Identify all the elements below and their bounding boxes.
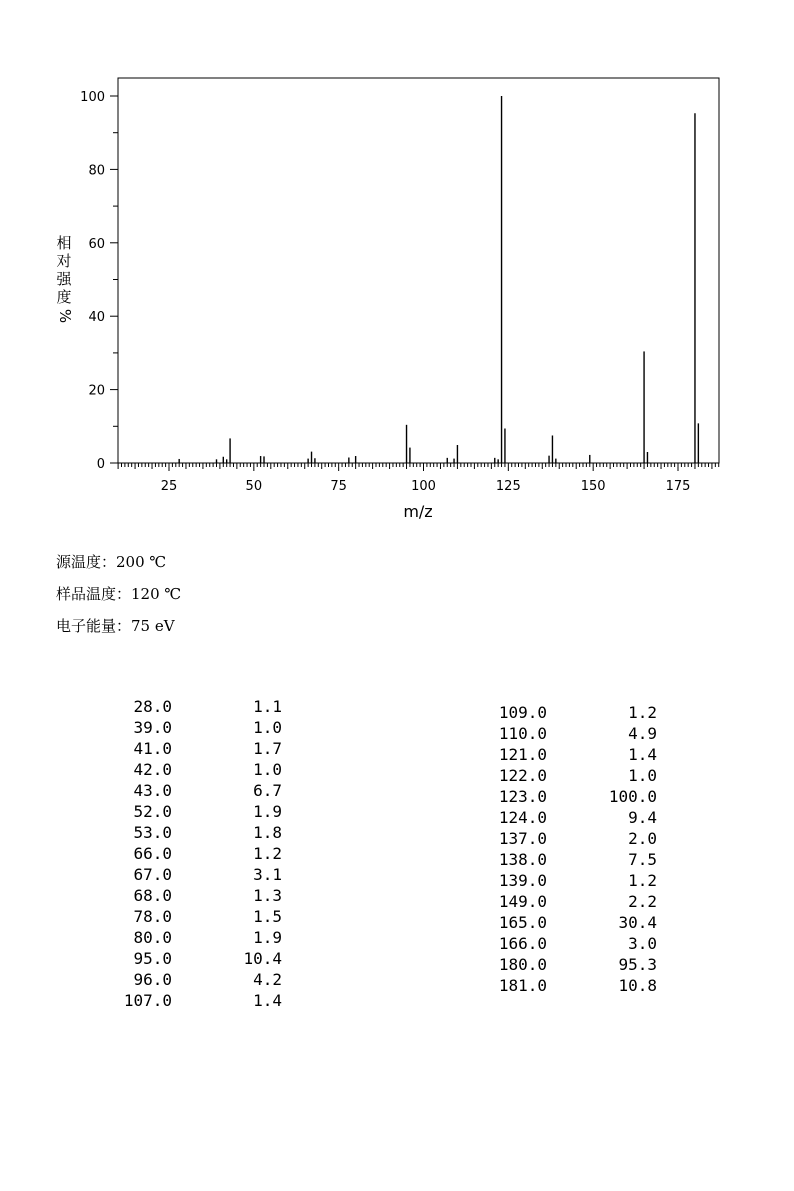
mz-value: 68.0 [133, 886, 172, 905]
y-axis-label-char: 相 [56, 234, 72, 252]
table-row [487, 954, 657, 975]
y-axis-label-char: % [56, 308, 74, 324]
mz-value: 66.0 [133, 844, 172, 863]
mz-value: 43.0 [133, 781, 172, 800]
table-row [487, 723, 657, 744]
mz-value: 109.0 [498, 703, 547, 722]
axis-tick-labels [80, 90, 690, 494]
intensity-value: 2.0 [628, 829, 657, 848]
table-row [112, 990, 282, 1011]
x-tick-label: 50 [245, 479, 263, 494]
x-tick-label: 25 [160, 479, 178, 494]
source-temperature: 源温度：200 ℃ [56, 553, 167, 571]
mz-value: 124.0 [498, 808, 547, 827]
intensity-value: 1.0 [253, 760, 282, 779]
mz-value: 52.0 [133, 802, 172, 821]
mz-value: 110.0 [498, 724, 547, 743]
table-row [487, 744, 657, 765]
y-tick-label: 80 [88, 163, 105, 179]
x-tick-label: 150 [580, 479, 606, 494]
mz-value: 123.0 [498, 787, 547, 806]
electron-energy: 电子能量：75 eV [56, 617, 175, 635]
intensity-value: 1.4 [253, 991, 282, 1010]
x-tick-label: 75 [330, 479, 347, 494]
plot-frame [118, 78, 719, 463]
intensity-value: 6.7 [253, 781, 282, 800]
intensity-value: 30.4 [618, 913, 657, 932]
mz-value: 67.0 [133, 865, 172, 884]
table-row [112, 801, 282, 822]
table-row [112, 822, 282, 843]
axis-ticks [110, 96, 719, 471]
y-tick-label: 100 [80, 90, 105, 105]
table-row [112, 927, 282, 948]
y-axis-label-char: 度 [56, 288, 72, 306]
table-row [487, 828, 657, 849]
mz-value: 96.0 [133, 970, 172, 989]
intensity-value: 1.3 [253, 886, 282, 905]
mz-value: 78.0 [133, 907, 172, 926]
mz-value: 166.0 [498, 934, 547, 953]
peak-table-left [112, 696, 282, 1011]
intensity-value: 1.1 [253, 697, 282, 716]
mz-value: 80.0 [133, 928, 172, 947]
mz-value: 41.0 [133, 739, 172, 758]
x-axis-label: m/z [403, 502, 433, 521]
intensity-value: 1.2 [628, 703, 657, 722]
peak-table-right [487, 702, 657, 996]
table-row [487, 807, 657, 828]
table-row [112, 759, 282, 780]
mz-value: 181.0 [498, 976, 547, 995]
mass-spectrum-chart [0, 0, 794, 540]
intensity-value: 95.3 [618, 955, 657, 974]
table-row [487, 975, 657, 996]
y-axis-label-char: 对 [56, 252, 72, 270]
table-row [112, 969, 282, 990]
spectrum-peaks [179, 96, 698, 463]
table-row [487, 786, 657, 807]
table-row [487, 933, 657, 954]
y-axis-label [56, 234, 74, 323]
intensity-value: 2.2 [628, 892, 657, 911]
intensity-value: 9.4 [628, 808, 657, 827]
intensity-value: 3.1 [253, 865, 282, 884]
y-tick-label: 0 [96, 457, 105, 472]
intensity-value: 1.7 [253, 739, 282, 758]
table-row [487, 912, 657, 933]
table-row [112, 696, 282, 717]
intensity-value: 1.9 [253, 802, 282, 821]
intensity-value: 1.0 [253, 718, 282, 737]
table-row [112, 738, 282, 759]
intensity-value: 10.8 [618, 976, 657, 995]
x-tick-label: 100 [411, 479, 436, 494]
table-row [487, 870, 657, 891]
y-tick-label: 20 [88, 383, 105, 399]
intensity-value: 100.0 [608, 787, 657, 806]
table-row [112, 906, 282, 927]
intensity-value: 4.9 [628, 724, 657, 743]
mz-value: 122.0 [498, 766, 547, 785]
table-row [112, 717, 282, 738]
mz-value: 121.0 [498, 745, 547, 764]
table-row [112, 885, 282, 906]
x-tick-label: 125 [495, 479, 521, 494]
mz-value: 165.0 [498, 913, 547, 932]
mz-value: 180.0 [498, 955, 547, 974]
intensity-value: 1.2 [628, 871, 657, 890]
intensity-value: 1.2 [253, 844, 282, 863]
mz-value: 149.0 [498, 892, 547, 911]
intensity-value: 3.0 [628, 934, 657, 953]
mz-value: 138.0 [498, 850, 547, 869]
intensity-value: 1.9 [253, 928, 282, 947]
sample-temperature: 样品温度：120 ℃ [56, 585, 182, 603]
mz-value: 107.0 [123, 991, 172, 1010]
mz-value: 53.0 [133, 823, 172, 842]
intensity-value: 1.0 [628, 766, 657, 785]
intensity-value: 1.5 [253, 907, 282, 926]
y-tick-label: 40 [88, 310, 105, 326]
table-row [112, 843, 282, 864]
intensity-value: 4.2 [253, 970, 282, 989]
mz-value: 28.0 [133, 697, 172, 716]
mz-value: 95.0 [133, 949, 172, 968]
table-row [487, 702, 657, 723]
table-row [112, 780, 282, 801]
table-row [112, 948, 282, 969]
table-row [487, 849, 657, 870]
mz-value: 39.0 [133, 718, 172, 737]
mz-value: 137.0 [498, 829, 547, 848]
table-row [487, 765, 657, 786]
x-tick-label: 175 [665, 479, 691, 494]
intensity-value: 7.5 [628, 850, 657, 869]
table-row [112, 864, 282, 885]
table-row [487, 891, 657, 912]
mz-value: 42.0 [133, 760, 172, 779]
mz-value: 139.0 [498, 871, 547, 890]
intensity-value: 1.8 [253, 823, 282, 842]
y-axis-label-char: 强 [56, 270, 72, 288]
intensity-value: 10.4 [243, 949, 282, 968]
intensity-value: 1.4 [628, 745, 657, 764]
y-tick-label: 60 [88, 236, 105, 252]
